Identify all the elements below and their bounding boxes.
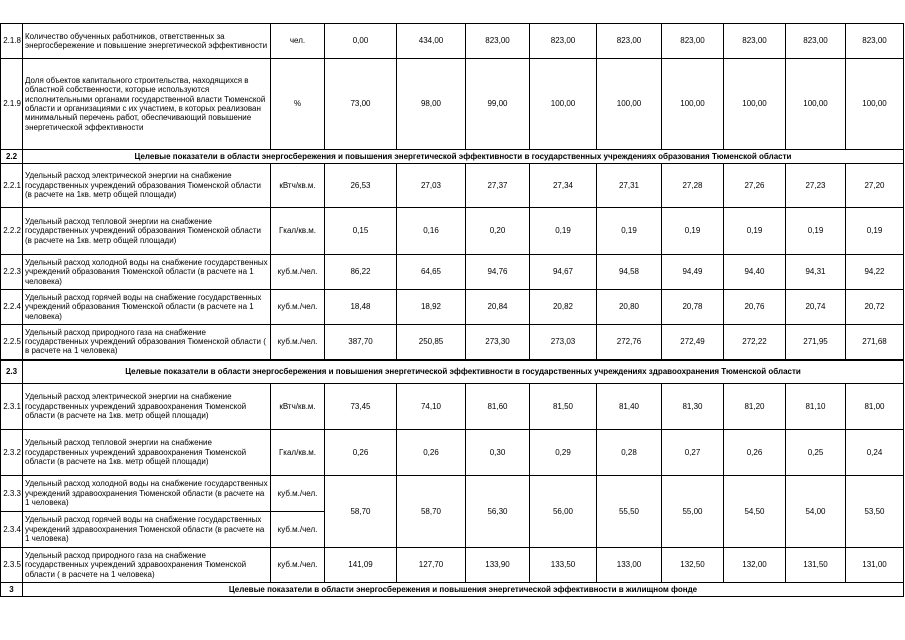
- value-cell: 823,00: [662, 24, 724, 59]
- value-cell: 100,00: [846, 59, 904, 150]
- value-cell: 387,70: [325, 325, 397, 360]
- indicator-name: Удельный расход холодной воды на снабжение государственных учреждений здравоохранения Тюменской области (в расчете на 1 человека): [23, 476, 271, 512]
- value-cell: 94,76: [466, 255, 530, 290]
- section-row: [1, 360, 904, 384]
- value-cell: 20,78: [662, 290, 724, 325]
- value-cell: 823,00: [597, 24, 662, 59]
- value-cell: 27,20: [846, 164, 904, 208]
- value-cell: 27,03: [397, 164, 466, 208]
- value-cell: 0,00: [325, 24, 397, 59]
- value-cell: 55,00: [662, 476, 724, 548]
- row-number: 2.2.3: [1, 255, 23, 290]
- value-cell: 81,60: [466, 384, 530, 430]
- value-cell: 94,31: [786, 255, 846, 290]
- value-cell: 20,76: [724, 290, 786, 325]
- indicator-name: Удельный расход электрической энергии на снабжение государственных учреждений образования Тюменской области (в расчете на 1кв. метр общей площади): [23, 164, 271, 208]
- value-cell: 0,19: [724, 208, 786, 255]
- unit-cell: кВтч/кв.м.: [271, 164, 325, 208]
- value-cell: 58,70: [397, 476, 466, 548]
- value-cell: 94,67: [530, 255, 597, 290]
- section-row: [1, 583, 904, 597]
- value-cell: 100,00: [724, 59, 786, 150]
- value-cell: 18,92: [397, 290, 466, 325]
- table-row: [1, 290, 904, 325]
- value-cell: 27,34: [530, 164, 597, 208]
- value-cell: 0,19: [846, 208, 904, 255]
- unit-cell: куб.м./чел.: [271, 512, 325, 548]
- indicators-table: [0, 23, 904, 597]
- value-cell: 81,40: [597, 384, 662, 430]
- value-cell: 81,00: [846, 384, 904, 430]
- indicator-name: Удельный расход тепловой энергии на снабжение государственных учреждений здравоохранения Тюменской области (в расчете на 1кв. метр общей площади): [23, 430, 271, 476]
- unit-cell: куб.м./чел.: [271, 255, 325, 290]
- value-cell: 56,00: [530, 476, 597, 548]
- value-cell: 272,22: [724, 325, 786, 360]
- section-number: 2.3: [1, 360, 23, 384]
- value-cell: 58,70: [325, 476, 397, 548]
- row-number: 2.3.4: [1, 512, 23, 548]
- value-cell: 0,15: [325, 208, 397, 255]
- value-cell: 132,50: [662, 548, 724, 583]
- value-cell: 272,76: [597, 325, 662, 360]
- table-row: [1, 325, 904, 360]
- value-cell: 74,10: [397, 384, 466, 430]
- value-cell: 0,26: [724, 430, 786, 476]
- row-number: 2.3.1: [1, 384, 23, 430]
- table-row: [1, 476, 904, 512]
- unit-cell: куб.м./чел.: [271, 548, 325, 583]
- value-cell: 18,48: [325, 290, 397, 325]
- section-number: 2.2: [1, 150, 23, 164]
- section-row: [1, 150, 904, 164]
- value-cell: 26,53: [325, 164, 397, 208]
- table-row: [1, 384, 904, 430]
- value-cell: 100,00: [597, 59, 662, 150]
- value-cell: 0,29: [530, 430, 597, 476]
- unit-cell: куб.м./чел.: [271, 476, 325, 512]
- value-cell: 250,85: [397, 325, 466, 360]
- value-cell: 94,58: [597, 255, 662, 290]
- value-cell: 20,80: [597, 290, 662, 325]
- value-cell: 27,26: [724, 164, 786, 208]
- value-cell: 100,00: [662, 59, 724, 150]
- value-cell: 0,20: [466, 208, 530, 255]
- value-cell: 0,28: [597, 430, 662, 476]
- indicator-name: Удельный расход природного газа на снабжение государственных учреждений здравоохранения Тюменской области ( в расчете на 1 человека): [23, 548, 271, 583]
- unit-cell: куб.м./чел.: [271, 290, 325, 325]
- value-cell: 20,72: [846, 290, 904, 325]
- row-number: 2.2.2: [1, 208, 23, 255]
- value-cell: 271,68: [846, 325, 904, 360]
- indicator-name: Удельный расход природного газа на снабжение государственных учреждений образования Тюменской области ( в расчете на 1 человека): [23, 325, 271, 360]
- value-cell: 0,19: [662, 208, 724, 255]
- unit-cell: кВтч/кв.м.: [271, 384, 325, 430]
- value-cell: 434,00: [397, 24, 466, 59]
- value-cell: 27,37: [466, 164, 530, 208]
- value-cell: 98,00: [397, 59, 466, 150]
- value-cell: 27,31: [597, 164, 662, 208]
- indicator-name: Удельный расход горячей воды на снабжение государственных учреждений здравоохранения Тюменской области (в расчете на 1 человека): [23, 512, 271, 548]
- value-cell: 56,30: [466, 476, 530, 548]
- table-row: [1, 255, 904, 290]
- value-cell: 54,00: [786, 476, 846, 548]
- value-cell: 823,00: [846, 24, 904, 59]
- value-cell: 27,28: [662, 164, 724, 208]
- value-cell: 133,00: [597, 548, 662, 583]
- value-cell: 64,65: [397, 255, 466, 290]
- value-cell: 81,30: [662, 384, 724, 430]
- table-row: [1, 59, 904, 150]
- indicator-name: Удельный расход тепловой энергии на снабжение государственных учреждений образования Тюменской области (в расчете на 1кв. метр общей площади): [23, 208, 271, 255]
- unit-cell: Гкал/кв.м.: [271, 208, 325, 255]
- table-row: [1, 548, 904, 583]
- row-number: 2.3.5: [1, 548, 23, 583]
- row-number: 2.3.2: [1, 430, 23, 476]
- value-cell: 73,45: [325, 384, 397, 430]
- value-cell: 86,22: [325, 255, 397, 290]
- value-cell: 133,90: [466, 548, 530, 583]
- value-cell: 81,50: [530, 384, 597, 430]
- row-number: 2.2.1: [1, 164, 23, 208]
- value-cell: 20,82: [530, 290, 597, 325]
- value-cell: 0,19: [786, 208, 846, 255]
- value-cell: 131,50: [786, 548, 846, 583]
- value-cell: 54,50: [724, 476, 786, 548]
- value-cell: 94,40: [724, 255, 786, 290]
- value-cell: 20,74: [786, 290, 846, 325]
- value-cell: 20,84: [466, 290, 530, 325]
- section-title: Целевые показатели в области энергосбережения и повышения энергетической эффективности в жилищном фонде: [23, 583, 904, 597]
- unit-cell: %: [271, 59, 325, 150]
- value-cell: 0,26: [397, 430, 466, 476]
- value-cell: 823,00: [466, 24, 530, 59]
- value-cell: 823,00: [786, 24, 846, 59]
- value-cell: 81,10: [786, 384, 846, 430]
- indicator-name: Удельный расход электрической энергии на снабжение государственных учреждений здравоохранения Тюменской области (в расчете на 1кв. метр общей площади): [23, 384, 271, 430]
- row-number: 2.2.5: [1, 325, 23, 360]
- indicator-name: Удельный расход горячей воды на снабжение государственных учреждений образования Тюменской области (в расчете на 1 человека): [23, 290, 271, 325]
- indicator-name: Удельный расход холодной воды на снабжение государственных учреждений образования Тюменской области (в расчете на 1 человека): [23, 255, 271, 290]
- indicator-name: Доля объектов капитального строительства, находящихся в областной собственности, которые используются исполнительными органами государственной власти Тюменской области и организациями с их участием, в которых реализован минимальный перечень работ, обеспечивающий повышение энергетической эффективности: [23, 59, 271, 150]
- value-cell: 272,49: [662, 325, 724, 360]
- value-cell: 55,50: [597, 476, 662, 548]
- value-cell: 73,00: [325, 59, 397, 150]
- value-cell: 133,50: [530, 548, 597, 583]
- value-cell: 81,20: [724, 384, 786, 430]
- section-title: Целевые показатели в области энергосбережения и повышения энергетической эффективности в государственных учреждениях здравоохранения Тюменской области: [23, 360, 904, 384]
- value-cell: 94,49: [662, 255, 724, 290]
- unit-cell: чел.: [271, 24, 325, 59]
- unit-cell: Гкал/кв.м.: [271, 430, 325, 476]
- unit-cell: куб.м./чел.: [271, 325, 325, 360]
- indicator-name: Количество обученных работников, ответственных за энергосбережение и повышение энергетической эффективности: [23, 24, 271, 59]
- value-cell: 53,50: [846, 476, 904, 548]
- value-cell: 0,19: [597, 208, 662, 255]
- value-cell: 94,22: [846, 255, 904, 290]
- section-number: 3: [1, 583, 23, 597]
- row-number: 2.1.9: [1, 59, 23, 150]
- value-cell: 0,25: [786, 430, 846, 476]
- section-title: Целевые показатели в области энергосбережения и повышения энергетической эффективности в государственных учреждениях образования Тюменской области: [23, 150, 904, 164]
- value-cell: 127,70: [397, 548, 466, 583]
- value-cell: 823,00: [530, 24, 597, 59]
- value-cell: 141,09: [325, 548, 397, 583]
- value-cell: 273,03: [530, 325, 597, 360]
- value-cell: 273,30: [466, 325, 530, 360]
- value-cell: 100,00: [530, 59, 597, 150]
- value-cell: 132,00: [724, 548, 786, 583]
- row-number: 2.3.3: [1, 476, 23, 512]
- value-cell: 131,00: [846, 548, 904, 583]
- value-cell: 271,95: [786, 325, 846, 360]
- table-row: [1, 24, 904, 59]
- value-cell: 0,26: [325, 430, 397, 476]
- value-cell: 0,16: [397, 208, 466, 255]
- value-cell: 100,00: [786, 59, 846, 150]
- row-number: 2.1.8: [1, 24, 23, 59]
- row-number: 2.2.4: [1, 290, 23, 325]
- value-cell: 0,27: [662, 430, 724, 476]
- value-cell: 0,30: [466, 430, 530, 476]
- value-cell: 0,19: [530, 208, 597, 255]
- table-row: [1, 430, 904, 476]
- value-cell: 823,00: [724, 24, 786, 59]
- value-cell: 99,00: [466, 59, 530, 150]
- table-row: [1, 164, 904, 208]
- value-cell: 0,24: [846, 430, 904, 476]
- table-row: [1, 208, 904, 255]
- value-cell: 27,23: [786, 164, 846, 208]
